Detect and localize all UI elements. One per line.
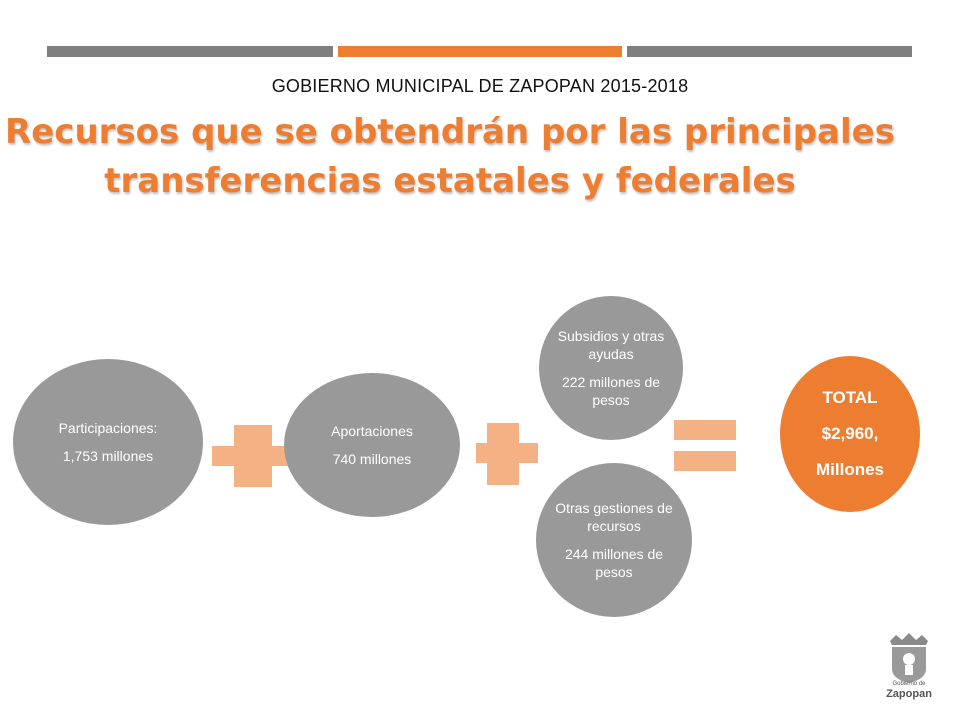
title-line-1: Recursos que se obtendrán por las principales xyxy=(5,112,895,152)
aportaciones-label: Aportaciones xyxy=(331,423,413,439)
participaciones-node xyxy=(13,359,203,525)
participaciones-label: Participaciones: xyxy=(58,420,158,436)
aportaciones-node xyxy=(284,373,460,517)
top-bar-center xyxy=(338,46,622,57)
otras-gestiones-node xyxy=(536,463,692,617)
logo-caption xyxy=(870,681,948,700)
subsidios-value: 222 millones de pesos xyxy=(561,374,661,408)
logo-small-text: Gobierno de xyxy=(892,681,926,687)
slide-subtitle: GOBIERNO MUNICIPAL DE ZAPOPAN 2015-2018 xyxy=(271,76,689,96)
top-bar-right xyxy=(627,46,912,57)
total-unit: Millones xyxy=(815,460,884,479)
total-value: $2,960, xyxy=(821,424,879,443)
total-label: TOTAL xyxy=(822,388,878,407)
top-bar-left xyxy=(47,46,333,57)
otras-label: Otras gestiones de recursos xyxy=(555,500,673,534)
subsidios-node xyxy=(539,296,683,440)
aportaciones-value: 740 millones xyxy=(332,451,412,467)
slide-title xyxy=(0,108,900,206)
participaciones-value: 1,753 millones xyxy=(62,448,154,464)
title-line-2: transferencias estatales y federales xyxy=(104,161,796,201)
subsidios-label: Subsidios y otras ayudas xyxy=(557,328,665,362)
logo-name: Zapopan xyxy=(886,688,932,700)
total-node xyxy=(780,356,920,512)
otras-value: 244 millones de pesos xyxy=(564,546,664,580)
